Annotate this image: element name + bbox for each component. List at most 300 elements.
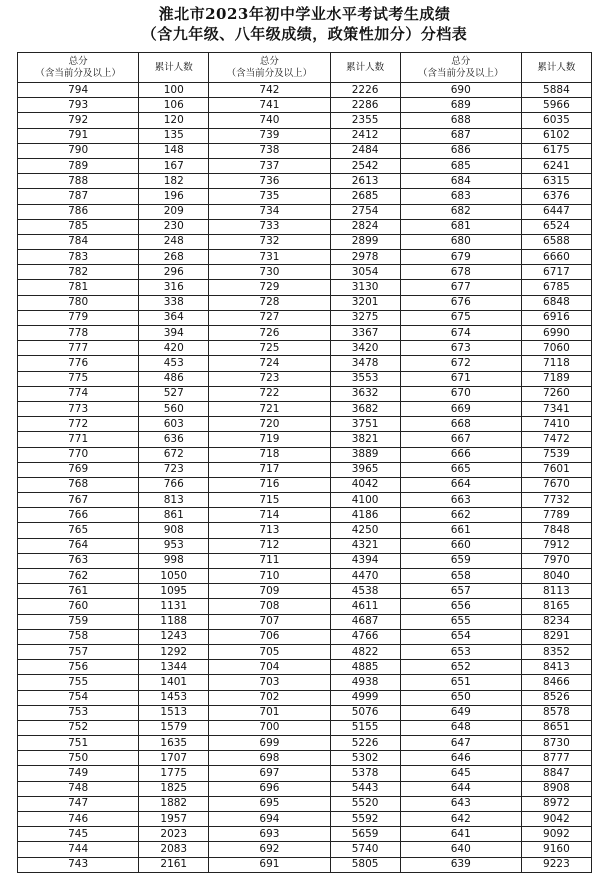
score-cell: 648 [400,720,521,735]
score-cell: 763 [18,553,139,568]
count-cell: 7341 [521,401,591,416]
table-row [18,508,592,523]
table-row [18,569,592,584]
table-row [18,827,592,842]
count-cell: 8291 [521,629,591,644]
table-row [18,143,592,158]
score-cell: 727 [209,310,330,325]
score-cell: 781 [18,280,139,295]
score-cell: 689 [400,98,521,113]
score-cell: 658 [400,569,521,584]
header-cumulative-count-2: 累计人数 [330,53,400,83]
count-cell: 2899 [330,234,400,249]
score-cell: 647 [400,736,521,751]
count-cell: 3821 [330,432,400,447]
score-cell: 714 [209,508,330,523]
count-cell: 1188 [139,614,209,629]
table-row [18,538,592,553]
score-cell: 695 [209,796,330,811]
count-cell: 6035 [521,113,591,128]
count-cell: 4538 [330,584,400,599]
table-row [18,250,592,265]
count-cell: 2685 [330,189,400,204]
header-score-label: 总分 [68,55,88,67]
score-cell: 662 [400,508,521,523]
score-cell: 737 [209,158,330,173]
count-cell: 4470 [330,569,400,584]
score-cell: 772 [18,417,139,432]
score-cell: 657 [400,584,521,599]
table-row [18,371,592,386]
count-cell: 148 [139,143,209,158]
count-cell: 7848 [521,523,591,538]
count-cell: 813 [139,493,209,508]
count-cell: 9160 [521,842,591,857]
score-cell: 645 [400,766,521,781]
count-cell: 8651 [521,720,591,735]
score-cell: 736 [209,174,330,189]
score-cell: 697 [209,766,330,781]
table-row [18,857,592,872]
score-cell: 743 [18,857,139,872]
count-cell: 5226 [330,736,400,751]
score-cell: 651 [400,675,521,690]
score-cell: 776 [18,356,139,371]
score-cell: 696 [209,781,330,796]
score-cell: 710 [209,569,330,584]
count-cell: 316 [139,280,209,295]
score-cell: 702 [209,690,330,705]
score-cell: 794 [18,83,139,98]
table-row [18,113,592,128]
header-score-note: （含当前分及以上） [417,67,504,79]
count-cell: 6524 [521,219,591,234]
score-cell: 677 [400,280,521,295]
count-cell: 1957 [139,812,209,827]
score-cell: 659 [400,553,521,568]
score-cell: 749 [18,766,139,781]
count-cell: 6376 [521,189,591,204]
table-row [18,523,592,538]
score-cell: 660 [400,538,521,553]
score-cell: 750 [18,751,139,766]
score-cell: 642 [400,812,521,827]
count-cell: 4186 [330,508,400,523]
count-cell: 6175 [521,143,591,158]
score-cell: 681 [400,219,521,234]
score-cell: 672 [400,356,521,371]
score-cell: 769 [18,462,139,477]
score-cell: 734 [209,204,330,219]
table-row [18,751,592,766]
score-cell: 652 [400,660,521,675]
table-row [18,265,592,280]
score-cell: 682 [400,204,521,219]
score-cell: 752 [18,720,139,735]
score-cell: 777 [18,341,139,356]
count-cell: 953 [139,538,209,553]
table-row [18,417,592,432]
count-cell: 4394 [330,553,400,568]
score-cell: 665 [400,462,521,477]
table-row [18,189,592,204]
count-cell: 5076 [330,705,400,720]
count-cell: 7472 [521,432,591,447]
count-cell: 6848 [521,295,591,310]
count-cell: 8578 [521,705,591,720]
count-cell: 7539 [521,447,591,462]
header-total-score-1 [18,53,139,83]
header-score-label: 总分 [451,55,471,67]
table-row [18,660,592,675]
score-cell: 655 [400,614,521,629]
score-cell: 699 [209,736,330,751]
count-cell: 2978 [330,250,400,265]
count-cell: 3054 [330,265,400,280]
count-cell: 2412 [330,128,400,143]
score-cell: 666 [400,447,521,462]
score-cell: 786 [18,204,139,219]
table-body [18,83,592,873]
count-cell: 8908 [521,781,591,796]
count-cell: 120 [139,113,209,128]
count-cell: 5302 [330,751,400,766]
table-row [18,204,592,219]
count-cell: 7601 [521,462,591,477]
count-cell: 636 [139,432,209,447]
count-cell: 8352 [521,644,591,659]
table-row [18,644,592,659]
count-cell: 167 [139,158,209,173]
score-cell: 644 [400,781,521,796]
count-cell: 527 [139,386,209,401]
count-cell: 338 [139,295,209,310]
table-row [18,781,592,796]
count-cell: 560 [139,401,209,416]
count-cell: 182 [139,174,209,189]
score-cell: 773 [18,401,139,416]
table-row [18,842,592,857]
count-cell: 1401 [139,675,209,690]
score-cell: 675 [400,310,521,325]
table-row [18,766,592,781]
table-row [18,386,592,401]
header-score-note: （含当前分及以上） [35,67,121,79]
table-row [18,796,592,811]
count-cell: 3201 [330,295,400,310]
score-cell: 686 [400,143,521,158]
count-cell: 3889 [330,447,400,462]
table-row [18,812,592,827]
count-cell: 3478 [330,356,400,371]
score-cell: 641 [400,827,521,842]
count-cell: 8165 [521,599,591,614]
count-cell: 5884 [521,83,591,98]
score-cell: 654 [400,629,521,644]
count-cell: 5659 [330,827,400,842]
count-cell: 1775 [139,766,209,781]
score-cell: 663 [400,493,521,508]
count-cell: 7189 [521,371,591,386]
score-cell: 650 [400,690,521,705]
score-cell: 707 [209,614,330,629]
count-cell: 7260 [521,386,591,401]
count-cell: 1131 [139,599,209,614]
count-cell: 453 [139,356,209,371]
count-cell: 6660 [521,250,591,265]
score-cell: 680 [400,234,521,249]
table-row [18,447,592,462]
count-cell: 5966 [521,98,591,113]
score-cell: 724 [209,356,330,371]
count-cell: 4250 [330,523,400,538]
count-cell: 7970 [521,553,591,568]
score-cell: 667 [400,432,521,447]
score-cell: 729 [209,280,330,295]
count-cell: 4100 [330,493,400,508]
count-cell: 209 [139,204,209,219]
count-cell: 5805 [330,857,400,872]
score-cell: 684 [400,174,521,189]
score-cell: 712 [209,538,330,553]
count-cell: 268 [139,250,209,265]
count-cell: 6717 [521,265,591,280]
count-cell: 2613 [330,174,400,189]
score-cell: 784 [18,234,139,249]
table-row [18,356,592,371]
count-cell: 998 [139,553,209,568]
count-cell: 2023 [139,827,209,842]
count-cell: 394 [139,326,209,341]
count-cell: 3130 [330,280,400,295]
score-cell: 792 [18,113,139,128]
score-cell: 653 [400,644,521,659]
table-row [18,432,592,447]
score-cell: 670 [400,386,521,401]
table-row [18,280,592,295]
score-cell: 718 [209,447,330,462]
count-cell: 766 [139,477,209,492]
count-cell: 723 [139,462,209,477]
count-cell: 6102 [521,128,591,143]
score-cell: 643 [400,796,521,811]
count-cell: 5520 [330,796,400,811]
score-cell: 770 [18,447,139,462]
score-cell: 640 [400,842,521,857]
score-cell: 717 [209,462,330,477]
score-cell: 787 [18,189,139,204]
count-cell: 3553 [330,371,400,386]
score-cell: 790 [18,143,139,158]
score-cell: 703 [209,675,330,690]
count-cell: 4687 [330,614,400,629]
score-cell: 751 [18,736,139,751]
table-row [18,720,592,735]
count-cell: 4042 [330,477,400,492]
count-cell: 9042 [521,812,591,827]
count-cell: 4938 [330,675,400,690]
score-cell: 735 [209,189,330,204]
count-cell: 1825 [139,781,209,796]
count-cell: 196 [139,189,209,204]
table-row [18,584,592,599]
score-cell: 668 [400,417,521,432]
score-cell: 698 [209,751,330,766]
count-cell: 4999 [330,690,400,705]
count-cell: 1344 [139,660,209,675]
count-cell: 2286 [330,98,400,113]
score-cell: 733 [209,219,330,234]
count-cell: 2161 [139,857,209,872]
table-row [18,401,592,416]
score-cell: 782 [18,265,139,280]
score-cell: 722 [209,386,330,401]
score-cell: 742 [209,83,330,98]
count-cell: 8466 [521,675,591,690]
score-cell: 789 [18,158,139,173]
score-cell: 726 [209,326,330,341]
table-row [18,675,592,690]
score-cell: 774 [18,386,139,401]
score-cell: 708 [209,599,330,614]
score-cell: 759 [18,614,139,629]
table-row [18,462,592,477]
score-cell: 676 [400,295,521,310]
count-cell: 230 [139,219,209,234]
score-cell: 685 [400,158,521,173]
score-cell: 739 [209,128,330,143]
score-cell: 775 [18,371,139,386]
score-cell: 778 [18,326,139,341]
score-cell: 704 [209,660,330,675]
table-row [18,326,592,341]
count-cell: 7670 [521,477,591,492]
header-total-score-2 [209,53,330,83]
score-cell: 730 [209,265,330,280]
table-row [18,341,592,356]
score-cell: 669 [400,401,521,416]
score-cell: 747 [18,796,139,811]
table-row [18,705,592,720]
count-cell: 1453 [139,690,209,705]
table-row [18,83,592,98]
table-row [18,736,592,751]
header-total-score-3 [400,53,521,83]
header-score-note: （含当前分及以上） [226,67,313,79]
score-cell: 701 [209,705,330,720]
score-cell: 745 [18,827,139,842]
count-cell: 861 [139,508,209,523]
score-cell: 753 [18,705,139,720]
count-cell: 9223 [521,857,591,872]
count-cell: 7410 [521,417,591,432]
header-cumulative-count-1: 累计人数 [139,53,209,83]
count-cell: 1095 [139,584,209,599]
score-cell: 785 [18,219,139,234]
count-cell: 1243 [139,629,209,644]
score-cell: 674 [400,326,521,341]
count-cell: 3682 [330,401,400,416]
count-cell: 296 [139,265,209,280]
score-cell: 705 [209,644,330,659]
count-cell: 5592 [330,812,400,827]
score-cell: 721 [209,401,330,416]
table-row [18,553,592,568]
table-row [18,629,592,644]
count-cell: 1882 [139,796,209,811]
score-cell: 700 [209,720,330,735]
count-cell: 2484 [330,143,400,158]
score-cell: 673 [400,341,521,356]
count-cell: 672 [139,447,209,462]
count-cell: 3275 [330,310,400,325]
count-cell: 3965 [330,462,400,477]
table-row [18,690,592,705]
count-cell: 4611 [330,599,400,614]
count-cell: 6916 [521,310,591,325]
score-cell: 764 [18,538,139,553]
count-cell: 8847 [521,766,591,781]
count-cell: 364 [139,310,209,325]
score-cell: 679 [400,250,521,265]
count-cell: 8777 [521,751,591,766]
score-cell: 709 [209,584,330,599]
table-header-row [18,53,592,83]
score-cell: 756 [18,660,139,675]
score-cell: 761 [18,584,139,599]
score-distribution-table-container [17,52,592,873]
score-cell: 671 [400,371,521,386]
count-cell: 6315 [521,174,591,189]
count-cell: 3367 [330,326,400,341]
count-cell: 2083 [139,842,209,857]
score-cell: 725 [209,341,330,356]
score-cell: 716 [209,477,330,492]
table-row [18,219,592,234]
score-cell: 639 [400,857,521,872]
count-cell: 2355 [330,113,400,128]
score-cell: 683 [400,189,521,204]
score-cell: 757 [18,644,139,659]
count-cell: 2542 [330,158,400,173]
table-row [18,158,592,173]
score-cell: 788 [18,174,139,189]
score-distribution-table [17,52,592,873]
count-cell: 7060 [521,341,591,356]
count-cell: 4885 [330,660,400,675]
count-cell: 100 [139,83,209,98]
table-row [18,614,592,629]
count-cell: 8413 [521,660,591,675]
count-cell: 8234 [521,614,591,629]
score-cell: 766 [18,508,139,523]
count-cell: 420 [139,341,209,356]
score-cell: 779 [18,310,139,325]
count-cell: 6990 [521,326,591,341]
score-cell: 690 [400,83,521,98]
header-cumulative-count-3: 累计人数 [521,53,591,83]
score-cell: 664 [400,477,521,492]
count-cell: 2824 [330,219,400,234]
score-cell: 780 [18,295,139,310]
table-row [18,295,592,310]
score-cell: 691 [209,857,330,872]
header-score-label: 总分 [259,55,279,67]
count-cell: 7732 [521,493,591,508]
count-cell: 3751 [330,417,400,432]
score-cell: 741 [209,98,330,113]
score-cell: 719 [209,432,330,447]
